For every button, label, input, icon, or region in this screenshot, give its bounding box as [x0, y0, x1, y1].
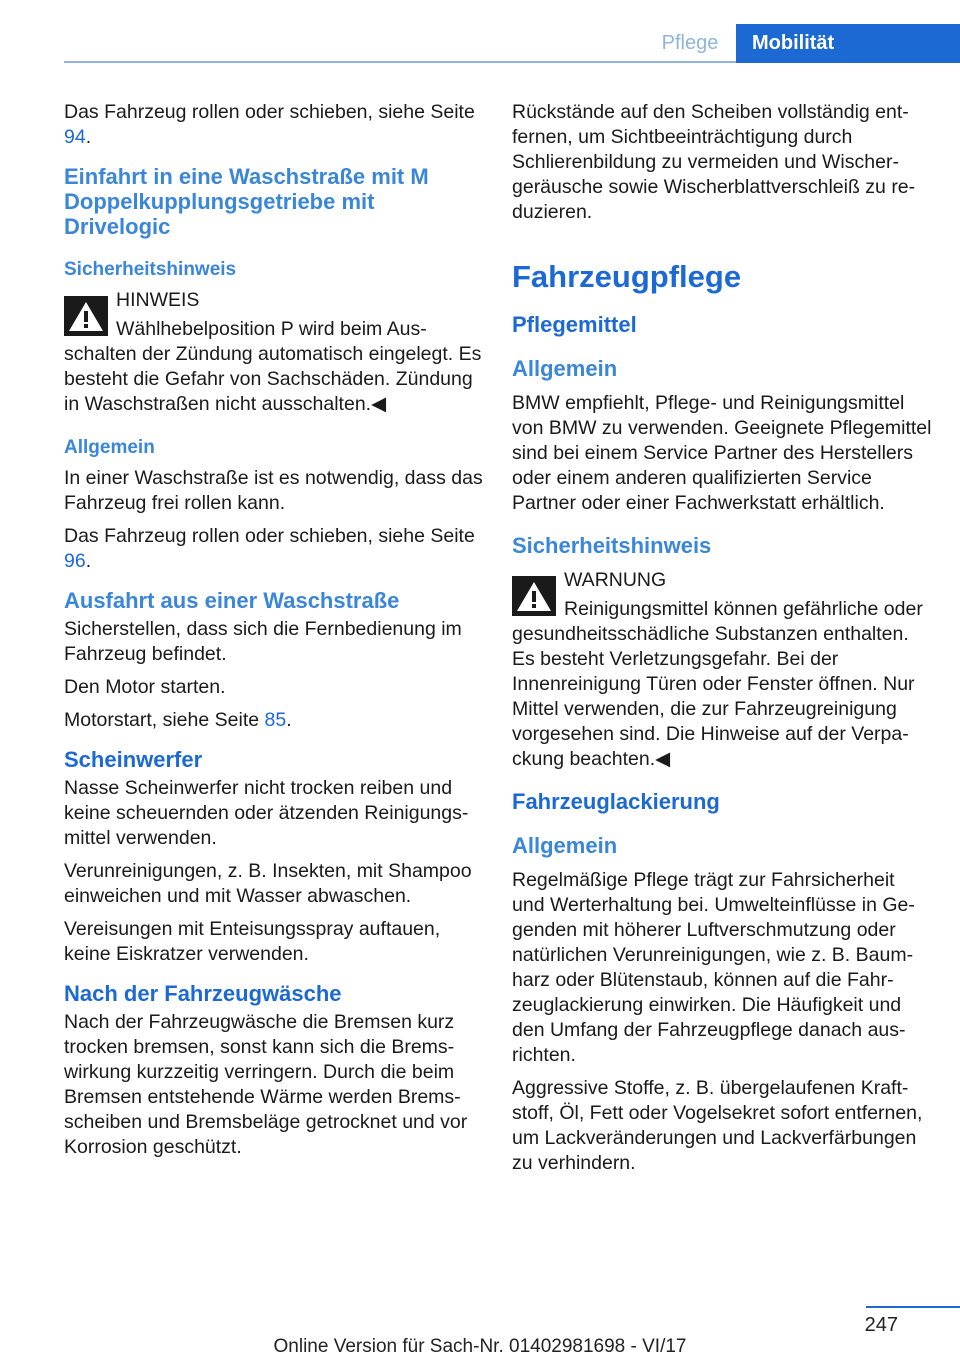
warning-block [64, 288, 484, 417]
heading-allgemein: Allgemein [512, 833, 618, 858]
tab-mobilitaet[interactable]: Mobilität [736, 24, 960, 63]
heading-sicherheitshinweis: Sicherheitshinweis [64, 259, 237, 280]
heading-ausfahrt: Ausfahrt aus einer Waschstraße [64, 588, 400, 613]
left-column [64, 100, 484, 1168]
paragraph: Das Fahrzeug rollen oder schieben, siehe Seite 94. [64, 101, 475, 148]
paragraph: Den Motor starten. [64, 676, 226, 698]
paragraph: Rückstände auf den Scheiben vollständig entfernen, um Sichtbeeinträchtigung durch Schlierenbildung zu vermeiden und Wischergeräusche sowie Wischerblattverschleiß zu reduzieren. [512, 101, 916, 223]
heading-allgemein: Allgemein [512, 356, 618, 381]
page-link-94[interactable]: 94 [64, 126, 86, 148]
warning-icon [64, 296, 108, 336]
paragraph: Nasse Scheinwerfer nicht trocken reiben und keine scheuernden oder ätzenden Reinigungsmittel verwenden. [64, 777, 469, 849]
heading-allgemein: Allgemein [64, 437, 155, 458]
right-column [512, 100, 932, 1184]
warning-label: HINWEIS [116, 289, 200, 311]
warning-icon [512, 576, 556, 616]
page-link-85[interactable]: 85 [264, 709, 287, 731]
paragraph: Vereisungen mit Enteisungsspray auftauen, keine Eiskratzer verwenden. [64, 918, 441, 965]
warning-text: Reinigungsmittel können gefährliche oder gesundheitsschädliche Substanzen enthalten. Es besteht Verletzungsgefahr. Bei der Innenreinigung Türen oder Fenster öffnen. Nur Mittel verwenden, die zur Fahrzeugreinigung vorgesehen sind. Die Hinweise auf der Verpackung beachten.◀ [512, 598, 923, 770]
paragraph: In einer Waschstraße ist es notwendig, dass das Fahrzeug frei rollen kann. [64, 467, 483, 514]
page-link-96[interactable]: 96 [64, 550, 86, 572]
warning-text: Wählhebelposition P wird beim Ausschalten der Zündung automatisch eingelegt. Es besteht die Gefahr von Sachschäden. Zündung in Waschstraßen nicht ausschalten.◀ [64, 318, 482, 415]
paragraph: Regelmäßige Pflege trägt zur Fahrsicherheit und Werterhaltung bei. Umwelteinflüsse in Gegenden mit höherer Luftverschmutzung oder natürlichen Verunreinigungen, wie z. B. Baumharz oder Blütenstaub, können auf die Fahrzeuglackierung einwirken. Die Häufigkeit und den Umfang der Fahrzeugpflege danach ausrichten. [512, 869, 915, 1066]
paragraph: Aggressive Stoffe, z. B. übergelaufenen Kraftstoff, Öl, Fett oder Vogelsekret sofort entfernen, um Lackveränderungen und Lackverfärbungen zu verhindern. [512, 1077, 923, 1174]
heading-pflegemittel: Pflegemittel [512, 312, 637, 337]
paragraph: Verunreinigungen, z. B. Insekten, mit Shampoo einweichen und mit Wasser abwaschen. [64, 860, 472, 907]
warning-label: WARNUNG [564, 569, 667, 591]
paragraph: Nach der Fahrzeugwäsche die Bremsen kurz trocken bremsen, sonst kann sich die Bremswirkung kurzzeitig verringern. Durch die beim Bremsen entstehende Wärme werden Bremsscheiben und Bremsbeläge getrocknet und vor Korrosion geschützt. [64, 1011, 468, 1158]
heading-fahrzeuglackierung: Fahrzeuglackierung [512, 789, 720, 814]
paragraph: BMW empfiehlt, Pflege- und Reinigungsmittel von BMW zu verwenden. Geeignete Pflegemittel sind bei einem Service Partner des Herstellers oder einem anderen qualifizierten Service Partner oder einer Fachwerkstatt erhältlich. [512, 392, 932, 514]
heading-scheinwerfer: Scheinwerfer [64, 747, 203, 772]
paragraph: Motorstart, siehe Seite 85. [64, 709, 292, 731]
heading-nach-fahrzeugwaesche: Nach der Fahrzeugwäsche [64, 981, 342, 1006]
heading-einfahrt: Einfahrt in eine Waschstraße mit M Doppelkupplungsgetriebe mit Drivelogic [64, 164, 429, 239]
page-number: 247 [864, 1314, 898, 1336]
footer-note: Online Version für Sach-Nr. 01402981698 - VI/17 [273, 1336, 687, 1357]
warning-block [512, 568, 932, 772]
paragraph: Das Fahrzeug rollen oder schieben, siehe Seite 96. [64, 525, 475, 572]
tab-pflege[interactable]: Pflege [661, 32, 719, 54]
paragraph: Sicherstellen, dass sich die Fernbedienung im Fahrzeug befindet. [64, 618, 462, 665]
heading-fahrzeugpflege: Fahrzeugpflege [512, 259, 742, 294]
footer-rule [866, 1306, 960, 1308]
heading-sicherheitshinweis: Sicherheitshinweis [512, 533, 712, 558]
